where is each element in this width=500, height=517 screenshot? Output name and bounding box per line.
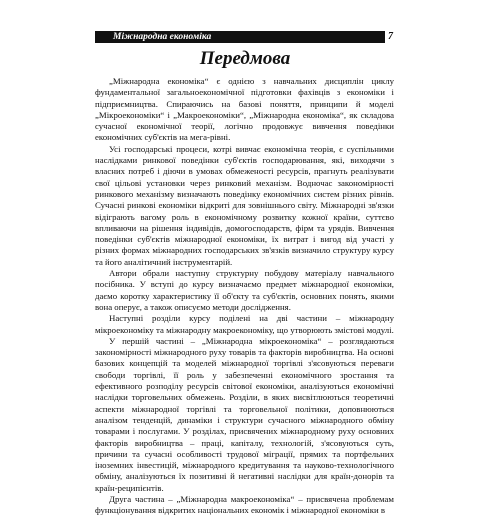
paragraph: Наступні розділи курсу поділені на дві частини – міжнародну мікроекономіку та міжнародну макроекономіку, що утворюють змістові модулі.	[95, 313, 394, 335]
section-title: Передмова	[199, 48, 291, 69]
paragraph: „Міжнародна економіка“ є однією з навчальних дисциплін циклу фундаментальної загальноекономічної підготовки фахівців з економіки і підприємництва. Спираючись на базові поняття, принципи й моделі „Мікроекономіки“ і „Макроекономіки“, „Міжнародна економіка“, як складова сучасної економічної теорії, логічно продовжує вивчення поведінки економічних суб'єктів на мега-рівні.	[95, 76, 394, 143]
body-text	[95, 76, 394, 517]
page-number: 7	[388, 31, 393, 42]
paragraph: Усі господарські процеси, котрі вивчає економічна теорія, є суспільними наслідками ринкової поведінки суб'єктів господарювання, які, виходячи з власних потреб і діючи в умовах обмеженості ресурсів, прагнуть реалізувати свої цільові установки через ринковий механізм. Водночас закономірності ринкового механізму визначають поведінку економічних систем різних рівнів. Сучасні ринкові економіки відкриті для зовнішнього світу. Міжнародні зв'язки відіграють вагому роль в економічному розвитку кожної країни, суттєво впливаючи на рішення індивідів, домогосподарств, фірм та урядів. Вивчення поведінки суб'єктів міжнародної економіки, їх витрат і вигод від участі у різних формах міжнародних господарських зв'язків визначило структуру курсу та його аналітичний інструментарій.	[95, 143, 394, 267]
running-header: Міжнародна економіка	[95, 31, 385, 43]
paragraph: У першій частині – „Міжнародна мікроекономіка“ – розглядаються закономірності міжнародного руху товарів та факторів виробництва. На основі базових концепцій та моделей міжнародної торгівлі з'ясовуються переваги свободи торгівлі, її роль у забезпеченні економічного зростання та ефективного розподілу ресурсів світової економіки, аналізуються економічні наслідки торговельних обмежень. Розділи, в яких висвітлюються теоретичні аспекти міжнародної торгівлі та торговельної політики, доповнюються аналізом тенденцій, динаміки і структури сучасного міжнародного обміну товарами і послугами. У розділах, присвячених міжнародному руху основних факторів виробництва – праці, капіталу, технологій, з'ясовуються суть, причини та сучасні особливості трудової міграції, прямих та портфельних іноземних інвестицій, міжнародного кредитування та науково-технологічного обміну, аналізуються їх позитивні й негативні наслідки для країн-донорів та країн-реципієнтів.	[95, 335, 394, 493]
paragraph: Друга частина – „Міжнародна макроекономіка“ – присвячена проблемам функціонування відкритих національних економік і міжнародної економіки в	[95, 493, 394, 516]
paragraph: Автори обрали наступну структурну побудову матеріалу навчального посібника. У вступі до курсу визначаємо предмет міжнародної економіки, даємо коротку характеристику її об'єкту та суб'єктів, основних понять, якими вона оперує, а також описуємо методи дослідження.	[95, 268, 394, 312]
